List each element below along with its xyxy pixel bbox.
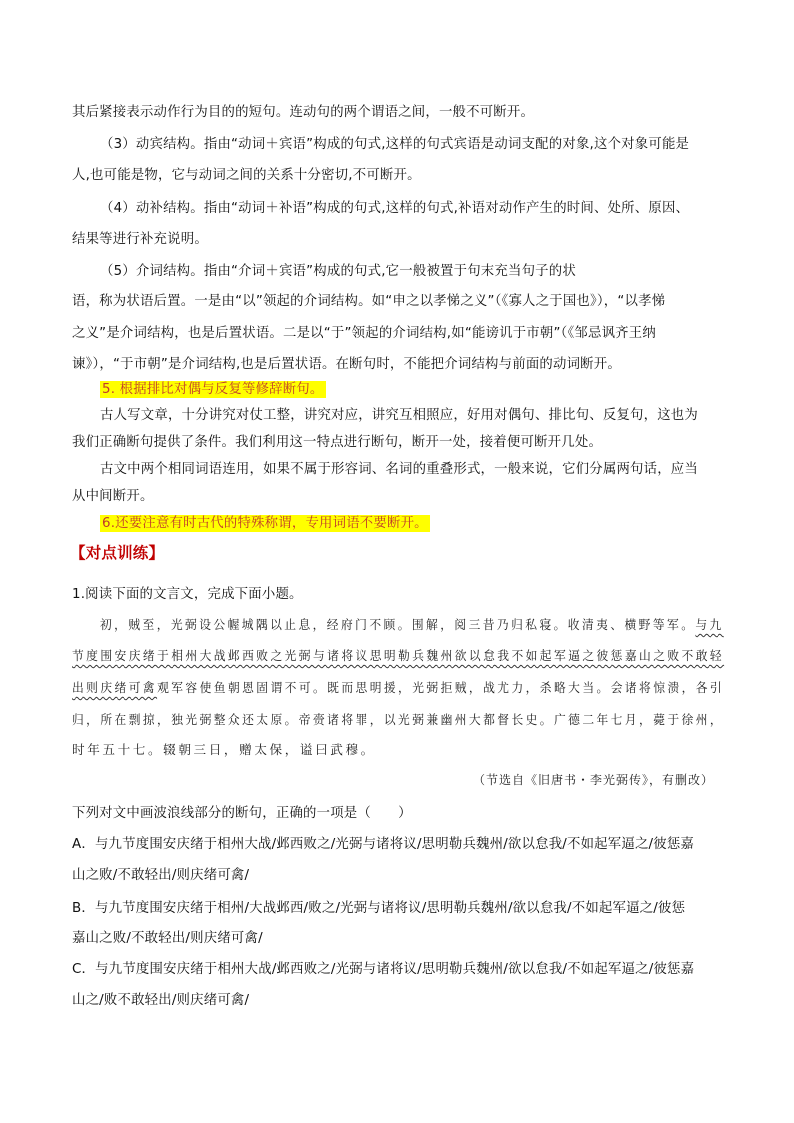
option-c[interactable]: C．与九节度围安庆绪于相州大战/邺西败之/光弼与诸将议/思明勒兵魏州/欲以怠我/不如起军逼之/彼惩嘉 [72,962,695,977]
option-b[interactable]: B．与九节度围安庆绪于相州/大战邺西/败之/光弼与诸将议/思明勒兵魏州/欲以怠我/不如起军逼之/彼惩 [72,901,686,916]
point-5-heading: 5. 根据排比对偶与反复等修辞断句。 [102,382,324,397]
text-line: 古人写文章，十分讲究对仗工整，讲究对应，讲究互相照应，好用对偶句、排比句、反复句，这也为 [100,408,698,423]
section-title: 【对点训练】 [70,544,165,562]
text-line: 从中间断开。 [72,489,154,504]
point-6-heading: 6.还要注意有时古代的特殊称谓，专用词语不要断开。 [102,516,428,531]
text-line: 谏》），“于市朝”是介词结构,也是后置状语。在断句时，不能把介词结构与前面的动词断开。 [72,357,621,372]
passage-line: 出则庆绪可禽观军容使鱼朝恩固谓不可。既而思明援，光弼拒贼，战尤力，杀略大当。会诸将惊溃，各引 [72,680,725,695]
text-line: 之义”是介词结构，也是后置状语。二是以“于”领起的介词结构,如“能谤讥于市朝”（《邹忌讽齐王纳 [72,326,656,341]
option-a-cont: 山之败/不敢轻出/则庆绪可禽/ [72,868,250,883]
option-b-cont: 嘉山之败/不敢轻出/则庆绪可禽/ [72,931,263,946]
text-line: 我们正确断句提供了条件。我们利用这一特点进行断句，断开一处，接着便可断开几处。 [72,435,603,450]
text-line: （4）动补结构。指由“动词＋补语”构成的句式,这样的句式,补语对动作产生的时间、处所、原因、 [100,201,690,216]
text-line: 其后紧接表示动作行为目的的短句。连动句的两个谓语之间，一般不可断开。 [72,105,535,120]
passage-line: 时年五十七。辍朝三日，赠太保，谥曰武穆。 [72,742,376,757]
text-line: （3）动宾结构。指由“动词＋宾语”构成的句式,这样的句式宾语是动词支配的对象,这个对象可能是 [100,137,690,152]
passage-line: 初，贼至，光弼设公幄城隅以止息，经府门不顾。围解，阅三昔乃归私寝。收清夷、横野等军。与九 [100,617,724,632]
text-line: 语，称为状语后置。一是由“以”领起的介词结构。如“申之以孝悌之义”（《寡人之于国也》），“以孝悌 [72,294,666,309]
text-line: 古文中两个相同词语连用，如果不属于形容词、名词的重叠形式，一般来说，它们分属两句话，应当 [100,462,698,477]
text-line: 结果等进行补充说明。 [72,232,208,247]
option-c-cont: 山之/败不敢轻出/则庆绪可禽/ [72,993,250,1008]
option-a[interactable]: A．与九节度围安庆绪于相州大战/邺西败之/光弼与诸将议/思明勒兵魏州/欲以怠我/不如起军逼之/彼惩嘉 [72,837,695,852]
passage-line-wavy: 节度围安庆绪于相州大战邺西败之光弼与诸将议思明勒兵魏州欲以怠我不如起军逼之彼惩嘉山之败不敢轻 [72,648,725,663]
question-intro: 1.阅读下面的文言文，完成下面小题。 [72,587,303,602]
source-citation: （节选自《旧唐书・李光弼传》，有删改） [472,773,714,787]
question-stem: 下列对文中画波浪线部分的断句，正确的一项是（ ） [72,806,412,821]
text-line: 人,也可能是物，它与动词之间的关系十分密切,不可断开。 [72,168,421,183]
text-line: （5）介词结构。指由“介词＋宾语”构成的句式,它一般被置于句末充当句子的状 [100,264,576,279]
passage-line: 归，所在剽掠，独光弼整众还太原。帝赍诸将罪，以光弼兼幽州大都督长史。广德二年七月，薨于徐州， [72,712,725,727]
